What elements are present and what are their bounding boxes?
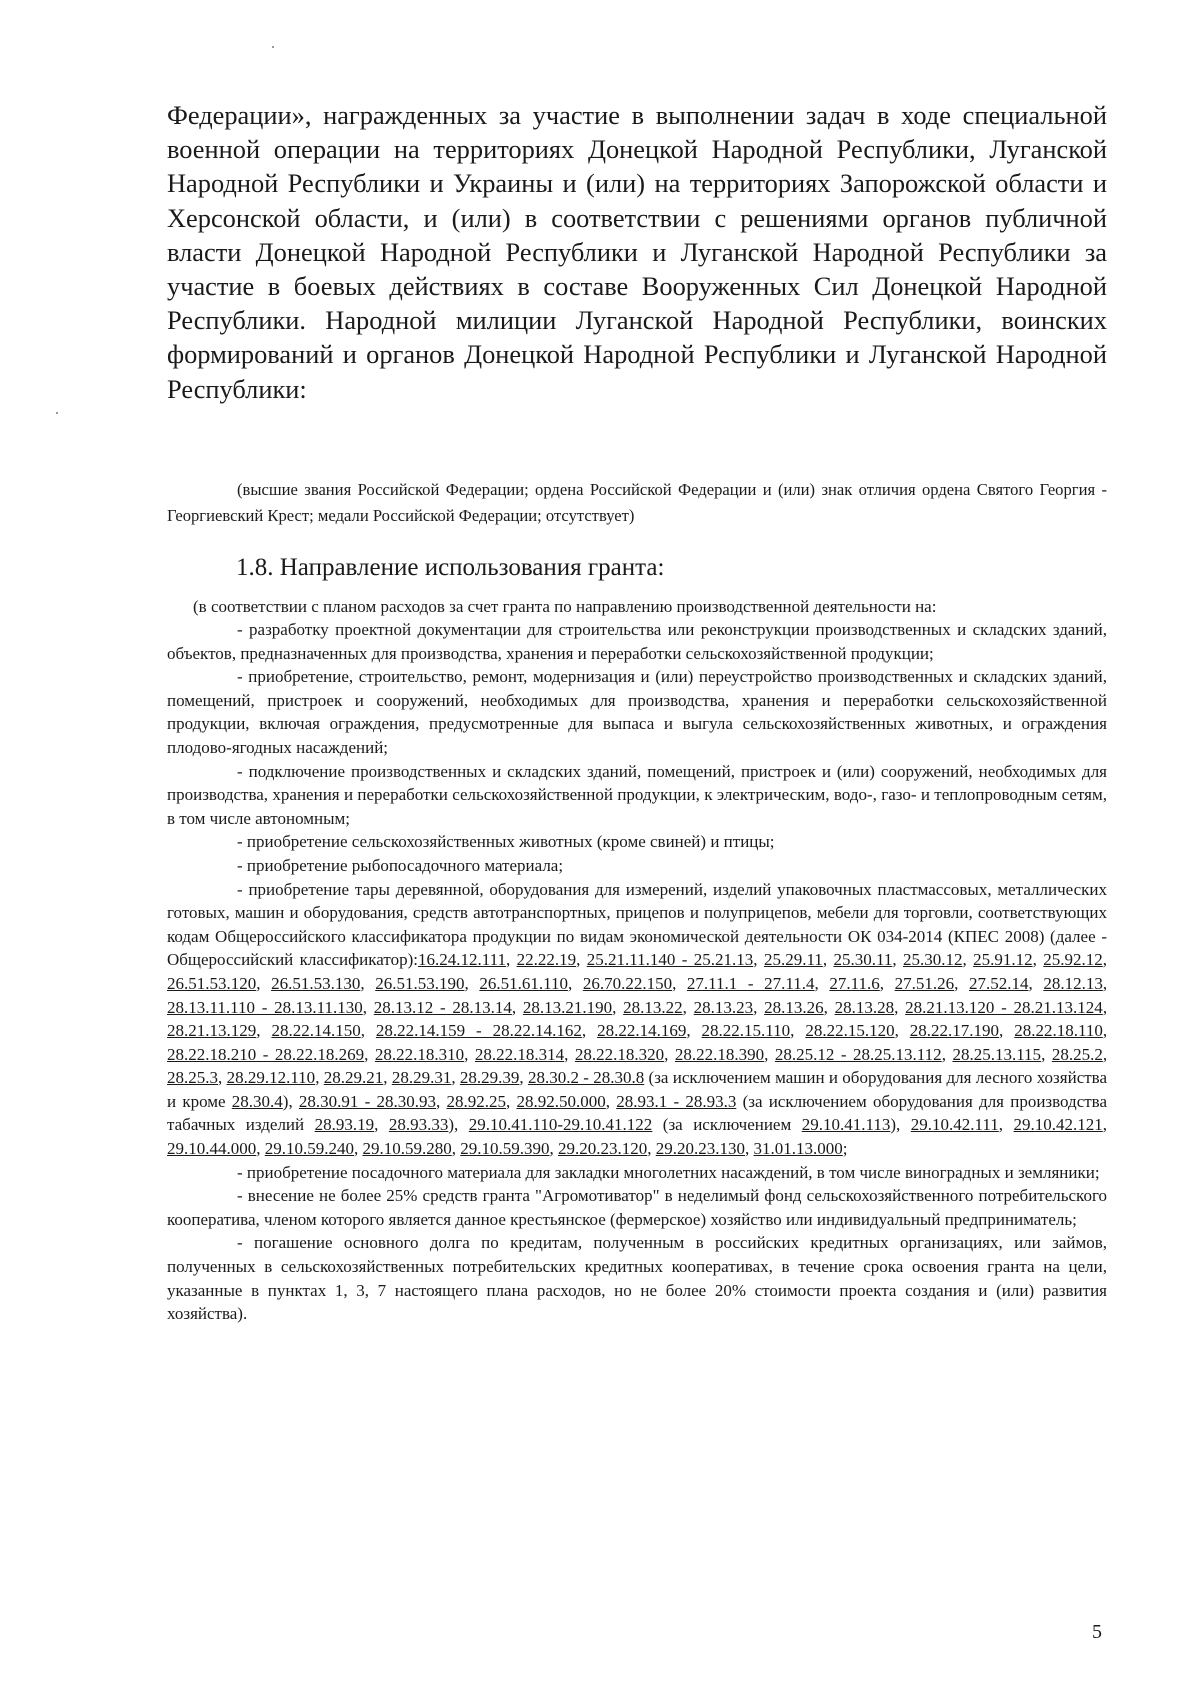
classifier-code: 28.22.14.159 - 28.22.14.162 (375, 1021, 582, 1041)
separator: , (682, 997, 694, 1017)
separator: , (505, 950, 517, 970)
separator: , (954, 973, 969, 993)
classifier-code: 28.30.2 - 28.30.8 (527, 1068, 645, 1088)
classifier-code: 16.24.12.111 (417, 950, 506, 970)
classifier-code: 25.92.12 (1043, 950, 1103, 970)
codes-group (469, 1115, 653, 1134)
classifier-code: 22.22.19 (516, 950, 577, 970)
classifier-code: 28.22.17.190 (909, 1021, 1000, 1041)
classifier-code: 26.51.53.120 (167, 973, 257, 993)
separator: , (998, 1115, 1014, 1135)
classifier-code: 28.92.25 (446, 1091, 507, 1111)
separator: ; (842, 1139, 848, 1159)
page-number: 5 (1092, 1621, 1102, 1643)
separator: , (464, 1044, 475, 1064)
classifier-code: 29.20.23.120 (558, 1139, 648, 1159)
separator: , (1102, 950, 1107, 970)
classifier-code: 28.29.12.110 (226, 1068, 316, 1088)
classifier-code: 28.22.18.320 (574, 1044, 665, 1064)
separator: , (511, 997, 523, 1017)
separator: , (1102, 997, 1108, 1017)
section-heading: 1.8. Направление использования гранта: (236, 554, 665, 581)
separator: , (354, 1139, 363, 1159)
equipment-codes-lead: - приобретение тары деревянной, оборудования для измерений, изделий упаковочных пластмассовых, металлических готовых, машин и оборудования, средств автотранспортных, прицепов и полуприцепов, мебели для торговли, соответствующих кодам Общероссийского классификатора продукции по видам экономической деятельности ОК 034-2014 (КПЕС 2008) (далее - Общероссийский классификатор): (167, 879, 1107, 970)
classifier-code: 28.13.23 (693, 997, 754, 1017)
classifier-code: 28.25.2 (1051, 1044, 1103, 1064)
separator: , (564, 1044, 575, 1064)
classifier-code: 31.01.13.000 (753, 1139, 843, 1159)
classifier-code: 28.13.12 - 28.13.14 (373, 997, 512, 1017)
classifier-code: 28.22.18.210 - 28.22.18.269 (167, 1044, 365, 1064)
classifier-code: 29.10.59.240 (264, 1139, 354, 1159)
classifier-code: 28.13.26 (764, 997, 824, 1017)
list-item: - приобретение рыбопосадочного материала; (237, 855, 564, 875)
classifier-code: 28.93.33 (388, 1115, 449, 1135)
separator: ), (448, 1115, 469, 1135)
list-item: - приобретение сельскохозяйственных животных (кроме свиней) и птицы; (237, 832, 775, 852)
classifier-code: 28.93.19 (314, 1115, 375, 1135)
classifier-code: 28.30.91 - 28.30.93 (298, 1091, 437, 1111)
exclusion-text: (за исключением оборудования для производства табачных изделий (167, 1091, 1108, 1135)
main-paragraph: Федерации», награжденных за участие в выполнении задач в ходе специальной военной операции на территориях Донецкой Народной Республики, Луганской Народной Республики и Украины и (или) на территориях Запорожской области и Херсонской области, и (или) в соответствии с решениями органов публичной власти Донецкой Народной Республики и Луганской Народной Республики за участие в боевых действиях в составе Вооруженных Сил Донецкой Народной Республики. Народной милиции Луганской Народной Республики, воинских формирований и органов Донецкой Народной Республики и Луганской Народной Республики: (167, 100, 1107, 404)
classifier-code: 29.20.23.130 (655, 1139, 745, 1159)
list-item: - приобретение, строительство, ремонт, модернизация и (или) переустройство производственных и складских зданий, помещений, пристроек и сооружений, необходимых для производства, хранения и переработки сельскохозяйственной продукции, включая ограждения, предусмотренные для выпаса и выгула сельскохозяйственных животных, и ограждения плодово-ягодных насаждений; (167, 667, 1107, 757)
separator: , (374, 1115, 389, 1135)
classifier-code: 28.13.21.190 (522, 997, 613, 1017)
separator: , (1102, 1021, 1108, 1041)
classifier-code: 29.10.42.111 (910, 1115, 999, 1135)
classifier-code: 28.22.14.169 (597, 1021, 687, 1041)
awards-note: (высшие звания Российской Федерации; ордена Российской Федерации и (или) знак отличия ордена Святого Георгия - Георгиевский Крест; медали Российской Федерации; отсутствует) (167, 480, 1107, 525)
classifier-code: 28.25.3 (167, 1068, 218, 1088)
separator: , (436, 1091, 447, 1111)
classifier-code: 28.25.12 - 28.25.13.112 (774, 1044, 942, 1064)
classifier-code: 29.10.59.390 (460, 1139, 550, 1159)
classifier-code: 29.10.42.121 (1013, 1115, 1103, 1135)
classifier-code: 28.29.21 (323, 1068, 384, 1088)
separator: , (549, 1139, 558, 1159)
separator: , (1102, 1115, 1108, 1135)
separator: , (894, 1021, 910, 1041)
separator: , (464, 973, 480, 993)
separator: , (672, 973, 687, 993)
separator: , (1041, 1044, 1052, 1064)
classifier-code: 28.21.13.120 - 28.21.13.124 (905, 997, 1103, 1017)
exclusion-text: (за исключением (652, 1115, 802, 1135)
separator: , (664, 1044, 675, 1064)
separator: , (892, 950, 903, 970)
list-item: - погашение основного долга по кредитам, полученным в российских кредитных организациях, или займов, полученных в сельскохозяйственных потребительских кредитных кооперативах, в течение срока освоения гранта на цели, указанные в пунктах 1, 3, 7 настоящего плана расходов, но не более 20% стоимости проекта создания и (или) развития хозяйства). (167, 1233, 1107, 1324)
separator: , (1028, 973, 1044, 993)
separator: , (894, 997, 906, 1017)
separator: , (576, 950, 587, 970)
classifier-code: 28.30.4 (231, 1091, 283, 1111)
codes-group (315, 1115, 449, 1134)
separator: , (256, 1139, 265, 1159)
list-item: - приобретение посадочного материала для закладки многолетних насаждений, в том числе виноградных и земляники; (237, 1162, 1100, 1182)
separator: , (360, 973, 376, 993)
separator: , (364, 1044, 375, 1064)
classifier-code: 28.22.18.314 (474, 1044, 565, 1064)
separator: , (519, 1068, 528, 1088)
separator: , (941, 1044, 953, 1064)
separator: , (383, 1068, 392, 1088)
exclusion-text: (за исключением машин и оборудования для лесного хозяйства и кроме (167, 1068, 1108, 1111)
separator: , (506, 1091, 517, 1111)
classifier-code: 25.91.12 (973, 950, 1033, 970)
classifier-code: 28.29.39 (459, 1068, 520, 1088)
list-item: - внесение не более 25% средств гранта "Агромотиватор" в неделимый фонд сельскохозяйственного потребительского кооператива, членом которого является данное крестьянское (фермерское) хозяйство или индивидуальный предприниматель; (167, 1186, 1107, 1229)
classifier-code: 28.12.13 (1043, 973, 1103, 993)
separator: ), (282, 1091, 299, 1111)
classifier-code: 27.11.6 (829, 973, 880, 993)
separator: , (686, 1021, 702, 1041)
grant-usage-list (167, 618, 1107, 1326)
classifier-code: 29.10.44.000 (167, 1139, 257, 1159)
separator: , (822, 950, 834, 970)
scan-speck (272, 46, 274, 48)
classifier-code: 26.51.61.110 (479, 973, 568, 993)
separator: , (256, 1021, 272, 1041)
classifier-code: 26.51.53.130 (271, 973, 361, 993)
classifier-code: 29.10.59.280 (362, 1139, 452, 1159)
classifier-code: 28.92.50.000 (516, 1091, 606, 1111)
separator: , (879, 973, 895, 993)
separator: , (1102, 973, 1108, 993)
classifier-code: 27.52.14 (968, 973, 1029, 993)
separator: , (451, 1139, 461, 1159)
separator: , (360, 1021, 376, 1041)
separator: , (823, 997, 835, 1017)
classifier-code: 25.29.11 (763, 950, 823, 970)
separator: , (764, 1044, 775, 1064)
classifier-code: 28.13.28 (834, 997, 895, 1017)
separator: , (315, 1068, 324, 1088)
codes-group (167, 950, 1107, 1087)
classifier-code: 28.22.18.390 (674, 1044, 765, 1064)
classifier-code: 28.22.18.110 (1014, 1021, 1103, 1041)
classifier-code: 29.10.41.110-29.10.41.122 (468, 1115, 653, 1135)
classifier-code: 27.51.26 (894, 973, 955, 993)
classifier-code: 28.13.22 (623, 997, 683, 1017)
separator: , (647, 1139, 656, 1159)
classifier-code: 27.11.1 - 27.11.4 (686, 973, 815, 993)
classifier-code: 28.22.15.120 (805, 1021, 895, 1041)
classifier-code: 25.30.12 (902, 950, 963, 970)
list-item: - подключение производственных и складских зданий, помещений, пристроек и (или) сооружений, необходимых для производства, хранения и переработки сельскохозяйственной продукции, к электрическим, водо-, газо- и теплопроводным сетям, в том числе автономным; (167, 761, 1107, 828)
separator: , (451, 1068, 460, 1088)
codes-group (299, 1092, 736, 1111)
separator: , (790, 1021, 806, 1041)
separator: , (567, 973, 583, 993)
classifier-code: 28.13.11.110 - 28.13.11.130 (167, 997, 363, 1017)
separator: , (962, 950, 974, 970)
separator: , (605, 1091, 617, 1111)
classifier-code: 28.22.14.150 (271, 1021, 361, 1041)
classifier-code: 28.29.31 (391, 1068, 452, 1088)
classifier-code: 25.21.11.140 - 25.21.13 (586, 950, 754, 970)
separator: , (753, 950, 764, 970)
separator: , (1032, 950, 1044, 970)
separator: , (753, 997, 765, 1017)
separator: , (814, 973, 830, 993)
section-intro: (в соответствии с планом расходов за счет гранта по направлению производственной деятельности на: (193, 597, 937, 616)
separator: , (218, 1068, 227, 1088)
list-item: - разработку проектной документации для строительства или реконструкции производственных и складских зданий, объектов, предназначенных для производства, хранения и переработки сельскохозяйственной продукции; (167, 620, 1107, 663)
separator: ), (890, 1115, 911, 1135)
classifier-code: 26.70.22.150 (582, 973, 673, 993)
classifier-code: 28.93.1 - 28.93.3 (616, 1091, 737, 1111)
separator: , (612, 997, 624, 1017)
classifier-code: 26.51.53.190 (375, 973, 465, 993)
classifier-code: 28.25.13.115 (952, 1044, 1042, 1064)
separator: , (581, 1021, 598, 1041)
classifier-code: 28.22.18.310 (374, 1044, 465, 1064)
classifier-code: 28.21.13.129 (167, 1021, 257, 1041)
scan-speck (56, 412, 58, 414)
classifier-code: 25.30.11 (833, 950, 893, 970)
separator: , (362, 997, 374, 1017)
classifier-code: 29.10.41.113 (801, 1115, 891, 1135)
separator: , (745, 1139, 754, 1159)
separator: , (999, 1021, 1015, 1041)
list-item-equipment-codes (167, 878, 1107, 1161)
classifier-code: 28.22.15.110 (701, 1021, 791, 1041)
separator: , (1102, 1044, 1108, 1064)
separator: , (256, 973, 272, 993)
